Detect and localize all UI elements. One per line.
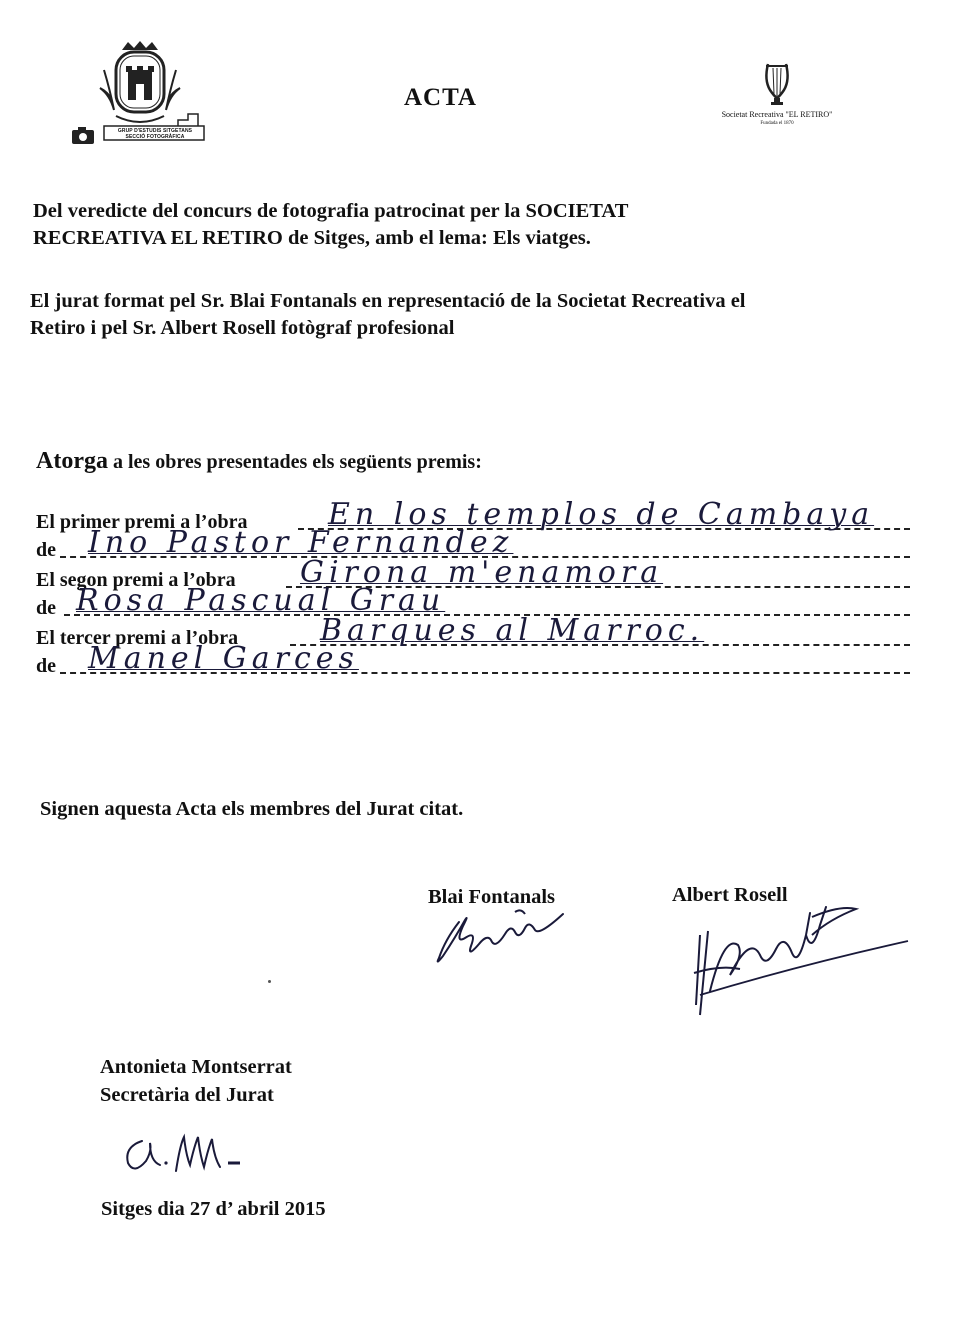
judge-2-signature — [680, 895, 910, 1020]
logo-left-text-line2: SECCIÓ FOTOGRÀFICA — [125, 134, 185, 140]
prize-3-author-label: de — [36, 655, 56, 677]
prize-3-work-handwritten: Barques al Marroc. — [320, 613, 705, 648]
secretary-role: Secretària del Jurat — [100, 1084, 274, 1106]
prize-2-author-label: de — [36, 597, 56, 619]
logo-right-name: Societat Recreativa "EL RETIRO" — [721, 110, 833, 119]
logo-left-text-line1: GRUP D'ESTUDIS SITGETANS — [117, 128, 193, 134]
prize-2-label: El segon premi a l’obra — [36, 569, 236, 591]
prize-1-label: El primer premi a l’obra — [36, 511, 248, 533]
secretary-signature — [120, 1125, 250, 1180]
lyre-icon — [762, 60, 792, 108]
signing-statement: Signen aquesta Acta els membres del Jurat citat. — [40, 798, 464, 820]
intro-line-1: Del veredicte del concurs de fotografia patrocinat per la SOCIETAT — [33, 200, 629, 222]
awards-heading-word: Atorga — [36, 448, 108, 474]
ink-speck — [268, 980, 271, 983]
secretary-name: Antonieta Montserrat — [100, 1056, 292, 1078]
jury-line-1: El jurat format pel Sr. Blai Fontanals en representació de la Societat Recreativa el — [30, 290, 746, 312]
el-retiro-logo — [697, 60, 857, 140]
judge-2-name: Albert Rosell — [672, 884, 788, 906]
prize-2-work-handwritten: Girona m'enamora — [300, 555, 664, 590]
logo-right-founded: Fundada el 1870 — [760, 121, 794, 126]
prize-3-author-handwritten: Manel Garces — [88, 641, 359, 676]
prize-1-author-label: de — [36, 539, 56, 561]
jury-paragraph — [30, 288, 916, 342]
prize-1-author-handwritten: Ino Pastor Fernandez — [88, 525, 514, 560]
prize-2-author-handwritten: Rosa Pascual Grau — [76, 583, 446, 618]
place-and-date: Sitges dia 27 d’ abril 2015 — [101, 1198, 326, 1220]
prize-1-work-handwritten: En los templos de Cambaya — [328, 497, 875, 532]
judge-1-name: Blai Fontanals — [428, 886, 556, 908]
prize-3-label: El tercer premi a l’obra — [36, 627, 239, 649]
awards-heading-rest: a les obres presentades els següents premis: — [112, 451, 482, 473]
grup-estudis-sitgetans-logo — [70, 40, 205, 152]
jury-line-2: Retiro i pel Sr. Albert Rosell fotògraf profesional — [30, 317, 455, 339]
prize-3-author-row — [36, 641, 910, 678]
awards-heading — [36, 448, 482, 475]
logo-left-caption — [106, 128, 204, 140]
intro-paragraph — [33, 198, 919, 252]
judge-1-signature — [425, 900, 565, 975]
document-title: ACTA — [404, 84, 477, 111]
intro-line-2: RECREATIVA EL RETIRO de Sitges, amb el lema: Els viatges. — [33, 227, 591, 249]
